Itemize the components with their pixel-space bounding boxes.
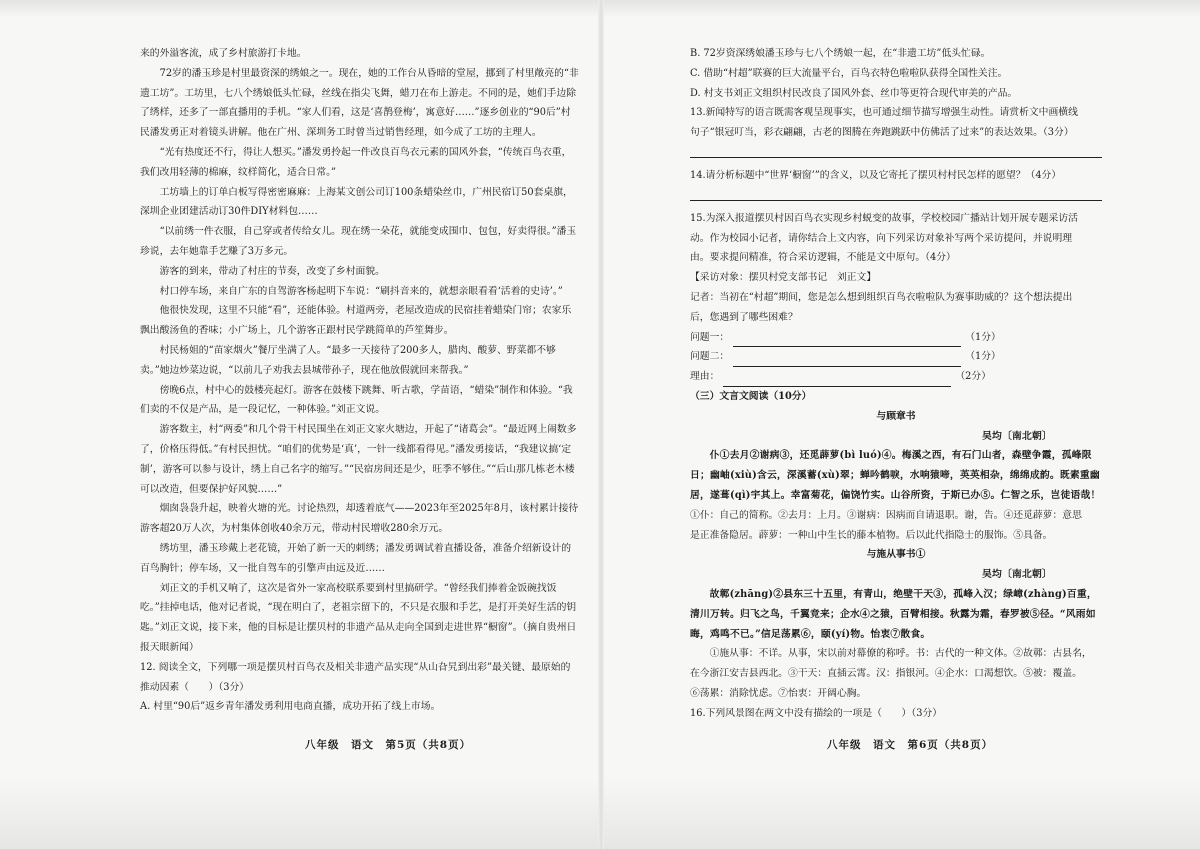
article-paragraph: 村民杨姐的“苗家烟火”餐厅坐满了人。“最多一天接待了200多人，腊肉、酸萝、野菜都不够卖。”她边炒菜边说，“以前儿子劝我去县城带孙子，现在他放假就回来帮我。”: [140, 344, 556, 376]
article-paragraph: 烟囱袅袅升起，映着火塘的光。讨论热烈，却透着底气——2023年至2025年8月，该村累计接待游客超20万人次，为村集体创收40余万元，带动村民增收280余万元。: [140, 503, 579, 535]
question-15: 15.为深入报道摆贝村因百鸟衣实现乡村蜕变的故事，学校校园广播站计划开展专题采访活: [690, 212, 1078, 224]
article-paragraph: 来的外溢客流，成了乡村旅游打卡地。: [140, 48, 307, 59]
question-12-option-a: A. 村里“90后”返乡青年潘发勇利用电商直播，成功开拓了线上市场。: [140, 701, 441, 713]
question-one-row: [690, 328, 1102, 348]
reason-label: 理由：: [690, 371, 720, 383]
text1-body: 仆①去月②谢病③，还觅薜萝(bì luó)④。梅溪之西，有石门山者，森壁争霞，孤峰限日；幽岫(xiù)含云，深溪蓄(xù)翠；蝉吟鹤唳，水响猿啼，英英相杂，绵绵成韵。既素重幽居，遂葺(qì)宇其上。幸富菊花，偏饶竹实。山谷所资，于斯已办⑤。仁智之乐，岂徒语哉！: [690, 450, 1101, 501]
reporter-question: 记者：当初在“村超”期间，您是怎么想到组织百鸟衣啦啦队为赛事助威的？这个想法提出: [690, 291, 1073, 303]
reason-row: [690, 367, 1102, 387]
question-14: 14.请分析标题中“世界‘橱窗’”的含义，以及它寄托了摆贝村村民怎样的愿望？（4分）: [690, 169, 1062, 181]
reporter-question-cont: 后，您遇到了哪些困难？: [690, 311, 798, 323]
right-page: [690, 44, 1102, 724]
article-paragraph: 傍晚6点，村中心的鼓楼亮起灯。游客在鼓楼下跳舞、听古歌，学苗语，“蜡染”制作和体验。“我们卖的不仅是产品，是一段记忆，一种体验。”刘正文说。: [140, 384, 573, 416]
question-12-option-c: C. 借助“村超”联赛的巨大流量平台，百鸟衣特色啦啦队获得全国性关注。: [690, 67, 1008, 79]
question-12-option-b: B. 72岁资深绣娘潘玉珍与七八个绣娘一起，在“非遗工坊”低头忙碌。: [690, 48, 991, 59]
question-one-label: 问题一：: [690, 331, 730, 343]
text2-author: 吴均〔南北朝〕: [982, 569, 1052, 581]
question-two-label: 问题二：: [690, 351, 730, 363]
interview-target: 【采访对象：摆贝村党支部书记 刘正文】: [690, 272, 877, 284]
text1-title: 与顾章书: [876, 410, 916, 422]
article-paragraph: 村口停车场，来自广东的自驾游客杨起明下车说：“刷抖音来的，就想亲眼看看‘活着的史诗’。”: [159, 285, 563, 297]
question-13: 13.新闻特写的语言既需客观呈现事实，也可通过细节描写增强生动性。请赏析文中画横线: [690, 107, 1078, 119]
text1-notes-cont: 是正准备隐居。薜萝：一种山中生长的藤本植物。后以此代指隐士的服饰。⑤具备。: [690, 529, 1053, 541]
section-title: （三）文言文阅读（10分）: [690, 390, 812, 402]
article-paragraph: 刘正文的手机又响了，这次是省外一家高校联系要到村里搞研学。“曾经我们捧着金饭碗找饭吃。”挂掉电话，他对记者说，“现在明白了，老祖宗留下的，不只是衣服和手艺，是打开美好生活的钥匙。”刘正文说，接下来，他的目标是让摆贝村的非遗产品从走向全国到走进世界“橱窗”。（摘自贵州日报天眼新闻）: [140, 582, 577, 653]
question-15-cont: 动。作为校园小记者，请你结合上文内容，向下列采访对象补写两个采访提问，并说明理: [690, 232, 1073, 244]
question-12: 12. 阅读全文，下列哪一项是摆贝村百鸟衣及相关非遗产品实现“从山旮旯到出彩”最关键、最原始的推动因素（ ）（3分）: [140, 661, 571, 693]
question-16: 16.下列风景图在两文中没有描绘的一项是（ ）（3分）: [690, 707, 943, 719]
text2-notes: ①施从事：不详。从事，宋以前对幕僚的称呼。书：古代的一种文体。②故鄣：古县名，: [709, 648, 1092, 660]
question-two-score: （1分）: [965, 351, 1001, 363]
text1-notes: ①仆：自己的简称。②去月：上月。③谢病：因病而自请退职。谢，告。④还觅薜萝：意思: [690, 509, 1082, 521]
text2-notes-cont: 在今浙江安吉县西北。③干天：直插云霄。汉：指银河。④企水：口渴想饮。⑤被：覆盖。: [690, 668, 1082, 680]
question-two-row: [690, 347, 1102, 367]
article-paragraph: 游客的到来，带动了村庄的节奏，改变了乡村面貌。: [159, 265, 385, 277]
article-paragraph: 72岁的潘玉珍是村里最资深的绣娘之一。现在，她的工作台从昏暗的堂屋，挪到了村里敞亮的“非遗工坊”。工坊里，七八个绣娘低头忙碌，丝线在指尖飞舞，蜡刀在布上游走。不同的是，她们手边除了绣样，还多了一部直播用的手机。“家人们看，这是‘喜鹊登梅’，寓意好……”逐乡创业的“90后”村民潘发勇正对着镜头讲解。他在广州、深圳务工时曾当过销售经理，如今成了工坊的主理人。: [140, 67, 579, 139]
article-paragraph: “以前绣一件衣服，自己穿或者传给女儿。现在绣一朵花，就能变成围巾、包包，好卖得很。”潘玉珍说，去年她靠手艺赚了3万多元。: [140, 226, 577, 257]
article-paragraph: 绣坊里，潘玉珍戴上老花镜，开始了新一天的刺绣；潘发勇调试着直播设备，准备介绍新设计的百鸟胸针；停车场，又一批自驾车的引擎声由远及近……: [140, 542, 572, 574]
reason-score: （2分）: [955, 371, 992, 383]
text2-body: 故鄣(zhāng)②县东三十五里，有青山，绝壁干天③，孤峰入汉；绿嶂(zhàng)百重，清川万转。归飞之鸟，千翼竞来；企水④之猿，百臂相接。秋露为霜，春罗被⑤径。“风雨如晦，鸡鸣不已。”信足荡累⑥，颐(yí)物。怡衷⑦散食。: [690, 588, 1097, 640]
question-12-option-d: D. 村支书刘正文组织村民改良了国风外套、丝巾等更符合现代审美的产品。: [690, 87, 1018, 99]
left-page-footer: 八年级 语文 第5页（共8页）: [305, 739, 472, 751]
right-page-footer: 八年级 语文 第6页（共8页）: [827, 739, 994, 751]
text2-notes-cont: ⑥荡累：消除忧虑。⑦怡衷：开阔心胸。: [690, 687, 867, 699]
article-paragraph: “光有热度还不行，得让人想买。”潘发勇拎起一件改良百鸟衣元素的国风外套，“传统百鸟衣重，我们改用轻薄的棉麻，纹样简化，适合日常。”: [140, 146, 572, 178]
page-fold: [598, 0, 604, 849]
text1-author: 吴均〔南北朝〕: [982, 430, 1052, 442]
question-one-score: （1分）: [965, 331, 1001, 343]
question-13-cont: 句子“银冠叮当，彩衣翩翩，古老的图腾在奔跑跳跃中仿佛活了过来”的表达效果。（3分）: [690, 127, 1074, 139]
article-paragraph: 游客数主，村“两委”和几个骨干村民围坐在刘正文家火塘边，开起了“诸葛会”。“最近网上闹数多了，价格压得低。”有村民担忧。“咱们的优势是‘真’，一针一线都看得见。”潘发勇接话，“我建议搞‘定制’，游客可以参与设计，绣上自己名字的缩写。”“民宿房间还是少，旺季不够住。”“后山那几栋老木楼可以改造，但要保护好风貌……”: [140, 424, 577, 495]
answer-line[interactable]: [690, 143, 1102, 158]
left-page: [140, 44, 580, 717]
article-paragraph: 工坊墙上的订单白板写得密密麻麻：上海某文创公司订100条蜡染丝巾，广州民宿订50套桌旗，深圳企业团建活动订30件DIY材料包……: [140, 186, 573, 218]
answer-line[interactable]: [690, 186, 1102, 201]
article-paragraph: 他很快发现，这里不只能“看”，还能体验。村道两旁，老屋改造成的民宿挂着蜡染门帘；农家乐飘出酸汤鱼的香味；小广场上，几个游客正跟村民学跳简单的芦笙舞步。: [140, 305, 572, 337]
text2-title: 与施从事书①: [866, 549, 926, 561]
question-15-cont: 由。要求提问精准，符合采访逻辑，不能是文中原句。（4分）: [690, 252, 956, 264]
